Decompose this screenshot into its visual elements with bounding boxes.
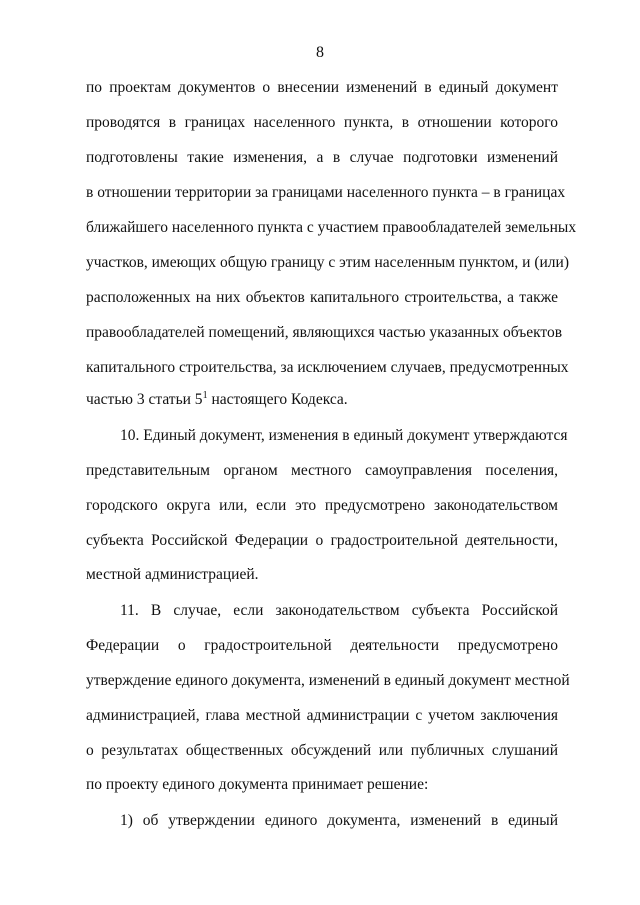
text-line: по проекту единого документа принимает решение:	[86, 776, 429, 793]
text-line: представительным органом местного самоуправления поселения,	[86, 462, 558, 479]
text-line: проводятся в границах населенного пункта, в отношении которого	[86, 114, 558, 131]
text-line: 10. Единый документ, изменения в единый документ утверждаются	[120, 427, 568, 444]
text-line	[86, 391, 558, 409]
text-line: правообладателей помещений, являющихся частью указанных объектов	[86, 324, 563, 341]
page-number: 8	[316, 44, 324, 61]
text-line: о результатах общественных обсуждений или публичных слушаний	[86, 742, 558, 759]
text-fragment: частью 3 статьи 5	[86, 391, 203, 408]
text-line: 1) об утверждении единого документа, изменений в единый	[120, 812, 558, 829]
text-line: Федерации о градостроительной деятельности предусмотрено	[86, 637, 558, 654]
text-line: местной администрацией.	[86, 566, 259, 583]
text-line: субъекта Российской Федерации о градостроительной деятельности,	[86, 532, 558, 549]
text-fragment: настоящего Кодекса.	[207, 391, 348, 408]
text-line: подготовлены такие изменения, а в случае подготовки изменений	[86, 149, 558, 166]
text-line: капитального строительства, за исключением случаев, предусмотренных	[86, 359, 569, 376]
text-line: утверждение единого документа, изменений в единый документ местной	[86, 672, 570, 689]
text-line: 11. В случае, если законодательством субъекта Российской	[120, 602, 558, 619]
text-line: администрацией, глава местной администрации с учетом заключения	[86, 707, 558, 724]
text-line: ближайшего населенного пункта с участием правообладателей земельных	[86, 219, 577, 236]
text-line: по проектам документов о внесении изменений в единый документ	[86, 79, 558, 96]
text-line: городского округа или, если это предусмотрено законодательством	[86, 497, 558, 514]
superscript: 1	[202, 389, 208, 401]
text-line: расположенных на них объектов капитального строительства, а также	[86, 289, 558, 306]
text-line: участков, имеющих общую границу с этим населенным пунктом, и (или)	[86, 254, 569, 271]
text-line: в отношении территории за границами населенного пункта – в границах	[86, 184, 566, 201]
